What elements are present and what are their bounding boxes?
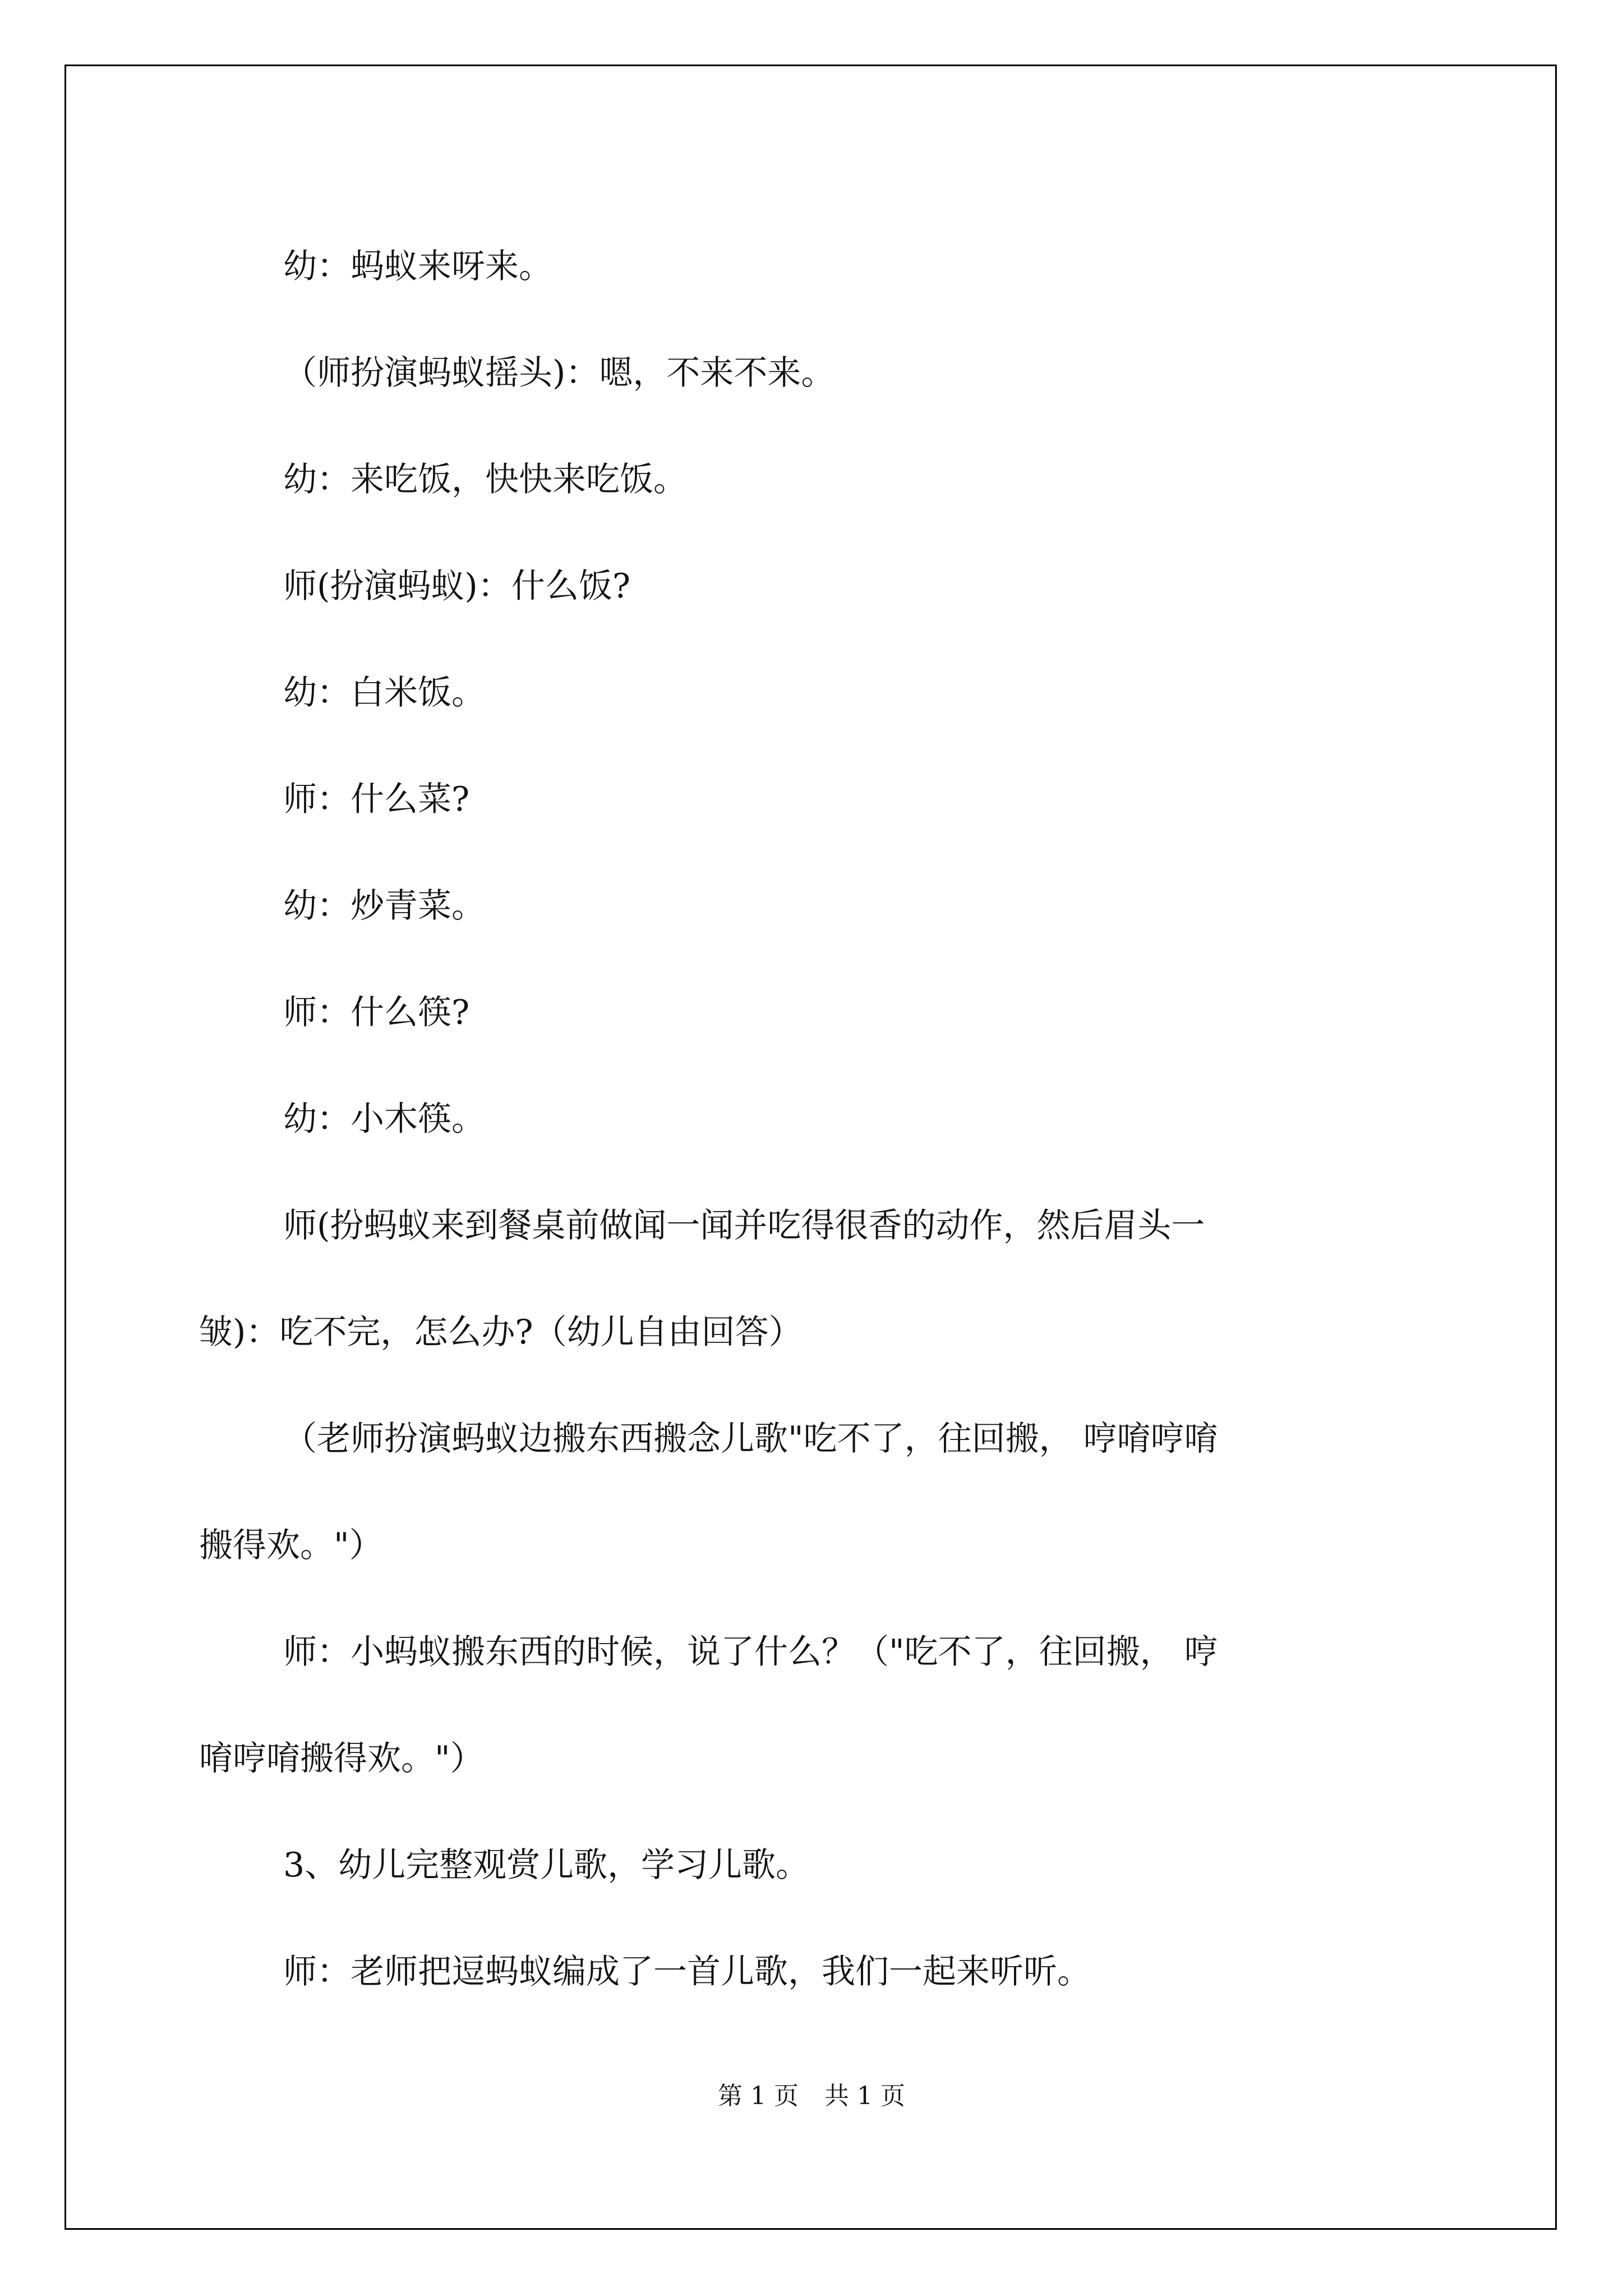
text-line-14: 师：小蚂蚁搬东西的时候，说了什么？（"吃不了，往回搬， 哼 xyxy=(283,1632,1218,1672)
text-line-11: 皱)：吃不完，怎么办?（幼儿自由回答） xyxy=(199,1313,803,1352)
page-footer xyxy=(0,2076,1623,2111)
text-line-5: 幼：白米饭。 xyxy=(283,673,485,712)
text-line-17: 师：老师把逗蚂蚁编成了一首儿歌，我们一起来听听。 xyxy=(283,1952,1091,1991)
text-line-3: 幼：来吃饭，快快来吃饭。 xyxy=(283,460,687,499)
text-line-13: 搬得欢。"） xyxy=(199,1526,383,1565)
text-line-12: （老师扮演蚂蚁边搬东西搬念儿歌"吃不了，往回搬， 哼唷哼唷 xyxy=(283,1419,1218,1458)
text-line-16: 3、幼儿完整观赏儿歌，学习儿歌。 xyxy=(283,1846,810,1885)
text-line-8: 师：什么筷? xyxy=(283,993,470,1032)
page-total: 共 1 页 xyxy=(824,2082,905,2110)
page-number: 第 1 页 xyxy=(718,2082,799,2110)
text-line-2: （师扮演蚂蚁摇头)：嗯，不来不来。 xyxy=(283,353,835,393)
text-line-9: 幼：小木筷。 xyxy=(283,1099,485,1139)
text-line-6: 师：什么菜? xyxy=(283,780,470,819)
text-line-10: 师(扮蚂蚁来到餐桌前做闻一闻并吃得很香的动作，然后眉头一 xyxy=(283,1206,1205,1245)
document-body xyxy=(199,213,1433,2025)
text-line-4: 师(扮演蚂蚁)：什么饭? xyxy=(283,567,630,606)
text-line-7: 幼：炒青菜。 xyxy=(283,886,485,926)
text-line-15: 唷哼唷搬得欢。"） xyxy=(199,1739,484,1778)
text-line-1: 幼：蚂蚁来呀来。 xyxy=(283,247,552,286)
